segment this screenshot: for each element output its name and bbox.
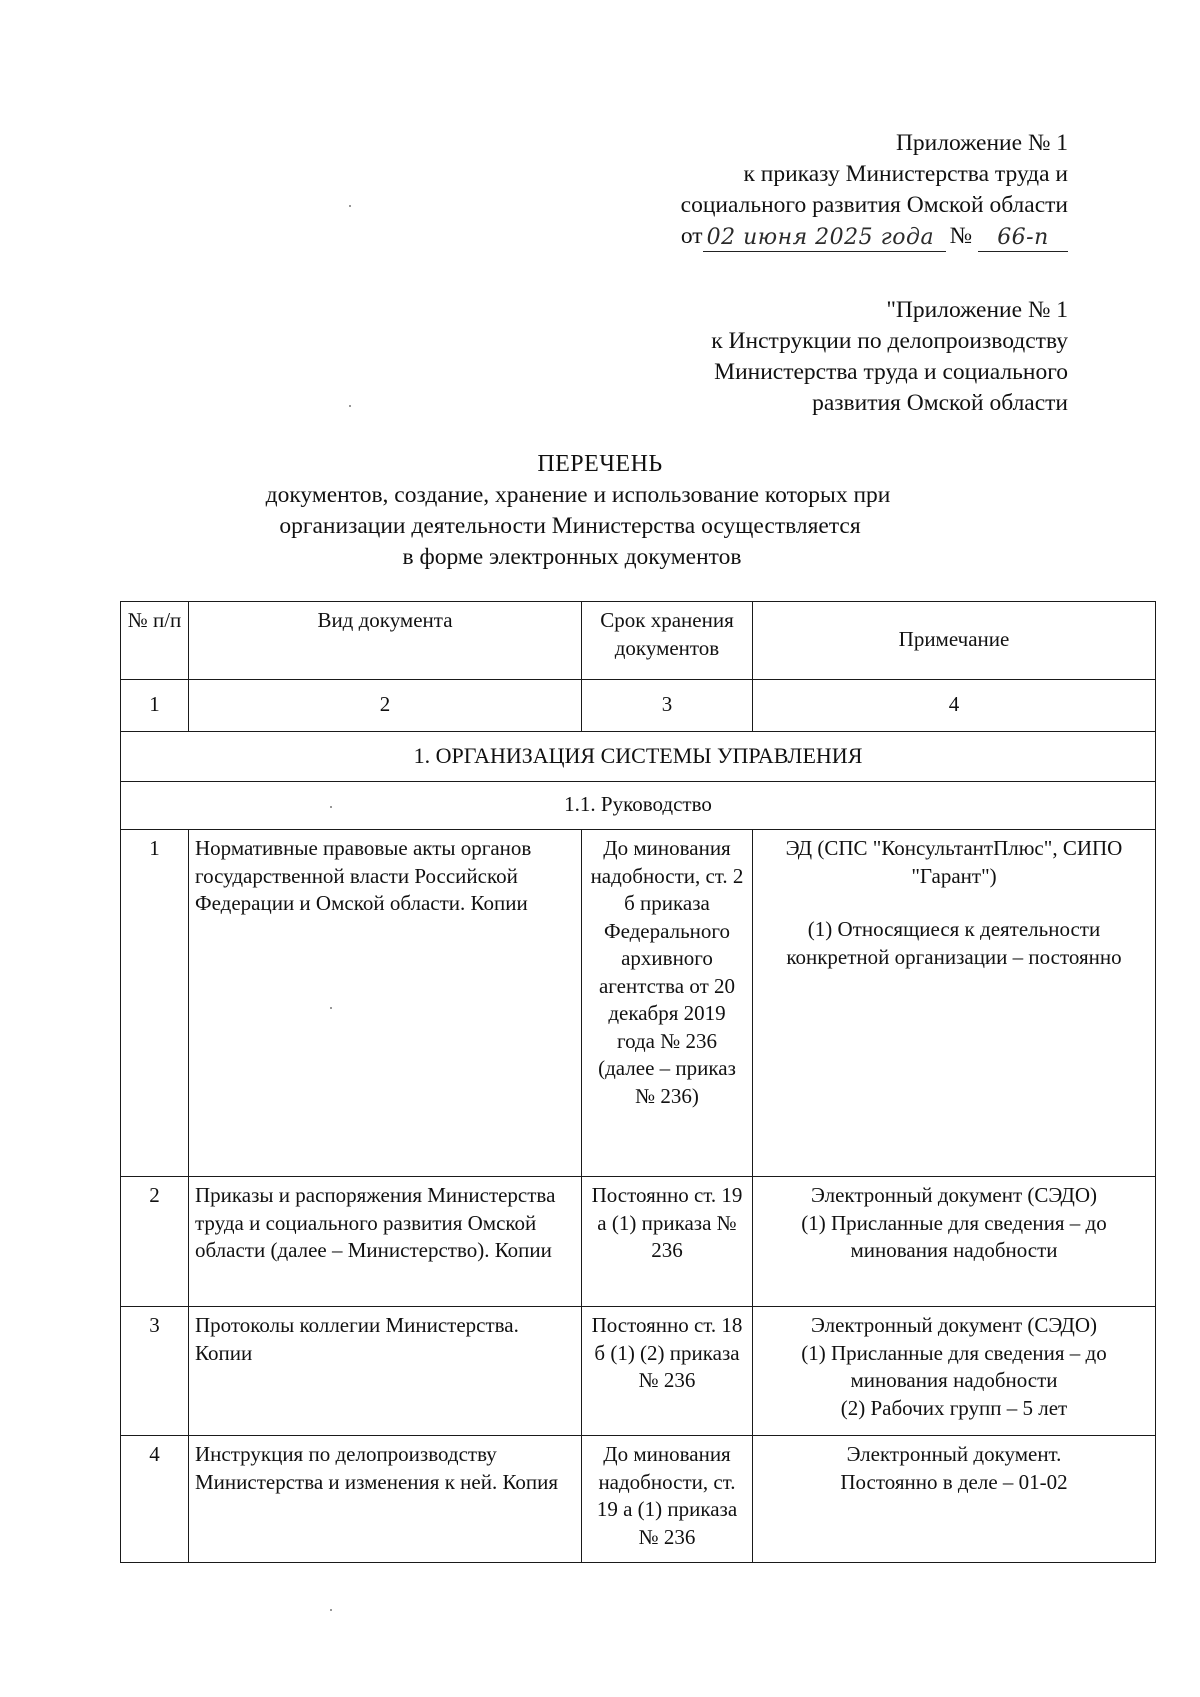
row-number: 3	[121, 1307, 189, 1436]
scan-speck	[330, 1609, 332, 1611]
note-line: (2) Рабочих групп – 5 лет	[840, 1395, 1068, 1420]
scan-speck	[330, 1007, 332, 1009]
storage-term: До минования надобности, ст. 19 а (1) приказа № 236	[582, 1436, 753, 1563]
appendix-title: Приложение № 1	[895, 130, 1068, 156]
section-row	[121, 732, 1156, 782]
table-row	[121, 1177, 1156, 1307]
note-line: ЭД (СПС "КонсультантПлюс", СИПО "Гарант")	[785, 836, 1123, 888]
document-title-block	[0, 449, 1200, 573]
table-row	[121, 1436, 1156, 1563]
row-number: 1	[121, 830, 189, 1177]
note-line: Постоянно в деле – 01-02	[840, 1469, 1068, 1494]
instruction-region: развития Омской области	[812, 390, 1068, 416]
section-title: 1. ОРГАНИЗАЦИЯ СИСТЕМЫ УПРАВЛЕНИЯ	[121, 732, 1156, 782]
header-kind: Вид документа	[189, 602, 582, 680]
note-line: Электронный документ.	[846, 1442, 1062, 1466]
table-header-row	[121, 602, 1156, 680]
note-line: (1) Относящиеся к деятельности конкретной организации – постоянно	[786, 917, 1122, 969]
note-cell	[753, 1177, 1156, 1307]
note-line: Электронный документ (СЭДО)	[811, 1183, 1097, 1207]
scan-speck	[349, 205, 351, 207]
storage-term: До минования надобности, ст. 2 б приказа Федерального архивного агентства от 20 декабря 2019 года № 236 (далее – приказ № 236)	[582, 830, 753, 1177]
column-number: 2	[189, 680, 582, 732]
appendix-ministry: социального развития Омской области	[680, 192, 1068, 218]
handwritten-date: 02 июня 2025 года	[703, 224, 946, 252]
header-term: Срок хранения документов	[582, 602, 753, 680]
handwritten-order-number: 66-п	[978, 224, 1068, 252]
number-sign: №	[949, 223, 972, 249]
note-line: Электронный документ (СЭДО)	[811, 1313, 1097, 1337]
document-kind: Инструкция по делопроизводству Министерства и изменения к ней. Копия	[189, 1436, 582, 1563]
storage-term: Постоянно ст. 18 б (1) (2) приказа № 236	[582, 1307, 753, 1436]
scan-speck	[349, 405, 351, 407]
row-number: 4	[121, 1436, 189, 1563]
document-kind: Приказы и распоряжения Министерства труда и социального развития Омской области (далее – Министерство). Копии	[189, 1177, 582, 1307]
document-subtitle-line2: организации деятельности Министерства осуществляется	[279, 513, 861, 539]
document-kind: Протоколы коллегии Министерства. Копии	[189, 1307, 582, 1436]
note-line: (1) Присланные для сведения – до минования надобности	[801, 1210, 1107, 1262]
header-num: № п/п	[121, 602, 189, 680]
scan-speck	[330, 806, 332, 808]
column-number: 1	[121, 680, 189, 732]
order-appendix-header	[681, 128, 1068, 252]
storage-term: Постоянно ст. 19 а (1) приказа № 236	[582, 1177, 753, 1307]
column-numbers-row	[121, 680, 1156, 732]
appendix-order-ref: к приказу Министерства труда и	[743, 161, 1068, 187]
date-prefix: от	[680, 223, 703, 249]
document-kind: Нормативные правовые акты органов государственной власти Российской Федерации и Омской области. Копии	[189, 830, 582, 1177]
instruction-ministry: Министерства труда и социального	[714, 359, 1068, 385]
table-row	[121, 830, 1156, 1177]
row-number: 2	[121, 1177, 189, 1307]
instruction-appendix-header	[711, 295, 1068, 419]
instruction-appendix-title: "Приложение № 1	[886, 297, 1068, 323]
column-number: 3	[582, 680, 753, 732]
documents-table	[120, 601, 1156, 1563]
note-line: (1) Присланные для сведения – до минования надобности	[801, 1340, 1107, 1392]
subsection-row	[121, 782, 1156, 830]
note-cell	[753, 1436, 1156, 1563]
document-title: ПЕРЕЧЕНЬ	[537, 451, 663, 477]
order-date-line	[681, 221, 1068, 252]
column-number: 4	[753, 680, 1156, 732]
document-subtitle-line3: в форме электронных документов	[402, 544, 742, 570]
document-subtitle-line1: документов, создание, хранение и использование которых при	[265, 482, 891, 508]
header-note: Примечание	[753, 602, 1156, 680]
note-cell	[753, 1307, 1156, 1436]
subsection-title: 1.1. Руководство	[121, 782, 1156, 830]
table-row	[121, 1307, 1156, 1436]
note-cell	[753, 830, 1156, 1177]
instruction-ref: к Инструкции по делопроизводству	[711, 328, 1068, 354]
